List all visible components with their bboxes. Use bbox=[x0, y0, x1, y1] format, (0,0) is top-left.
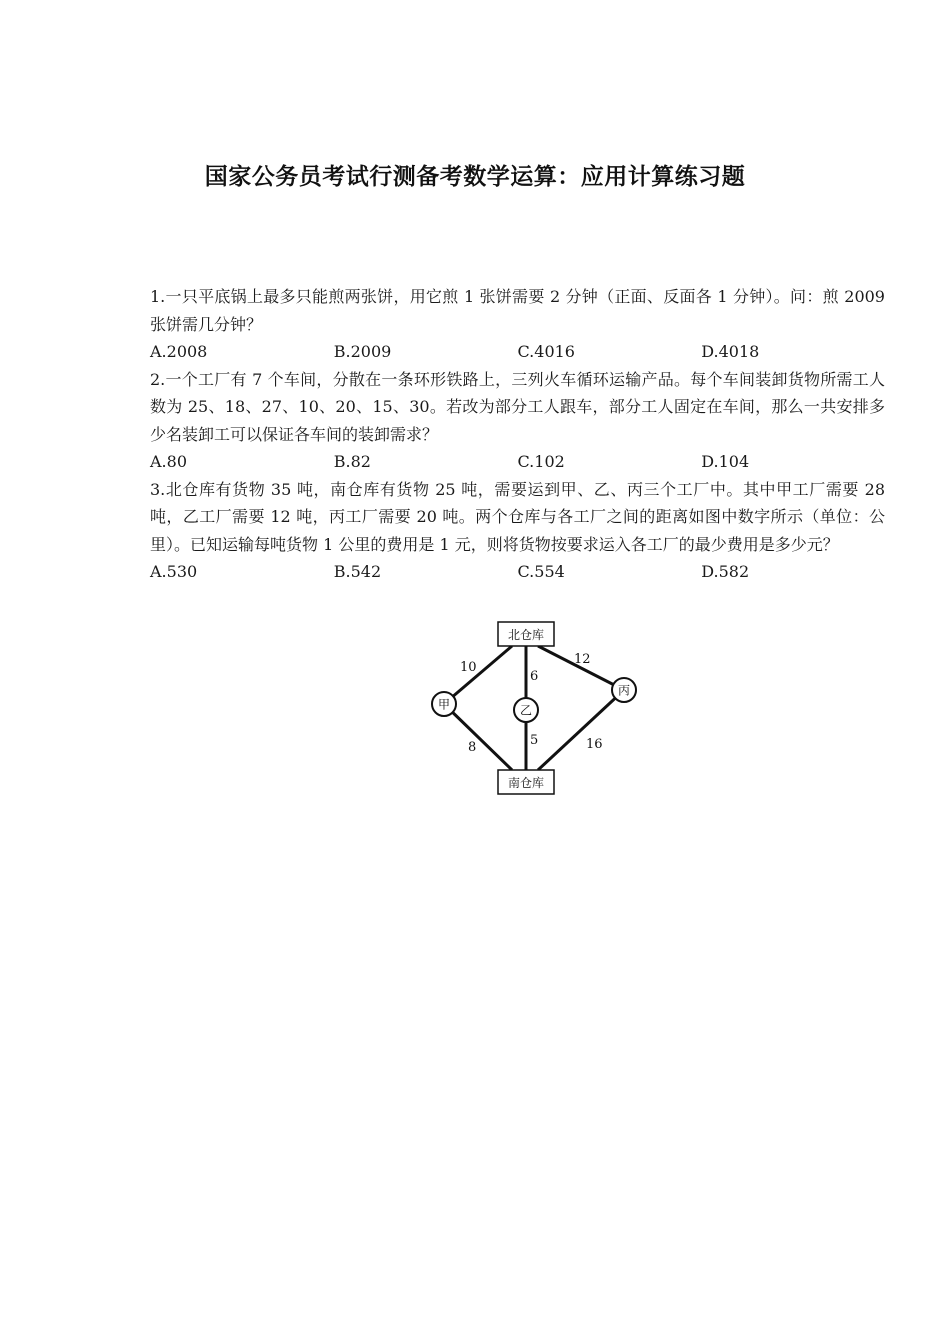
option-d: D.582 bbox=[701, 562, 750, 581]
option-c: C.554 bbox=[517, 562, 565, 581]
option-b: B.542 bbox=[333, 562, 382, 581]
question-list bbox=[150, 283, 885, 586]
question-2-text: 2.一个工厂有 7 个车间，分散在一条环形铁路上，三列火车循环运输产品。每个车间装卸货物所需工人数为 25、18、27、10、20、15、30。若改为部分工人跟车，部分工人固定在车间，那么一共安排多少名装卸工可以保证各车间的装卸需求？ bbox=[150, 369, 885, 444]
option-d: D.104 bbox=[701, 452, 750, 471]
dist-south-bing: 16 bbox=[586, 737, 603, 752]
option-c: C.4016 bbox=[517, 342, 575, 361]
distance-diagram-svg bbox=[408, 620, 660, 798]
option-b: B.82 bbox=[333, 452, 371, 471]
question-1-options bbox=[150, 338, 885, 366]
option-a: A.2008 bbox=[150, 342, 208, 361]
question-3-options bbox=[150, 558, 885, 586]
edge-south-jia bbox=[444, 704, 512, 770]
question-1-text: 1.一只平底锅上最多只能煎两张饼，用它煎 1 张饼需要 2 分钟（正面、反面各 1 分钟）。问：煎 2009 张饼需几分钟？ bbox=[150, 287, 885, 334]
south-warehouse-label: 南仓库 bbox=[507, 776, 545, 790]
option-b: B.2009 bbox=[333, 342, 392, 361]
question-3-text: 3.北仓库有货物 35 吨，南仓库有货物 25 吨，需要运到甲、乙、丙三个工厂中。其中甲工厂需要 28 吨，乙工厂需要 12 吨，丙工厂需要 20 吨。两个仓库与各工厂之间的距离如图中数字所示（单位：公里）。已知运输每吨货物 1 公里的费用是 1 元，则将货物按要求运入各工厂的最少费用是多少元？ bbox=[150, 479, 885, 554]
node-jia-label: 甲 bbox=[437, 697, 451, 712]
page-title: 国家公务员考试行测备考数学运算：应用计算练习题 bbox=[204, 164, 746, 190]
edge-south-bing bbox=[538, 690, 624, 770]
question-2-options bbox=[150, 448, 885, 476]
option-a: A.530 bbox=[150, 562, 198, 581]
option-a: A.80 bbox=[150, 452, 187, 471]
option-c: C.102 bbox=[517, 452, 565, 471]
option-d: D.4018 bbox=[701, 342, 760, 361]
dist-north-jia: 10 bbox=[460, 660, 477, 675]
distance-diagram bbox=[408, 620, 660, 798]
dist-north-bing: 12 bbox=[574, 652, 591, 667]
dist-south-yi: 5 bbox=[530, 733, 539, 748]
node-yi-label: 乙 bbox=[519, 703, 533, 718]
dist-south-jia: 8 bbox=[468, 740, 477, 755]
dist-north-yi: 6 bbox=[530, 669, 539, 684]
node-bing-label: 丙 bbox=[617, 683, 631, 698]
north-warehouse-label: 北仓库 bbox=[507, 628, 545, 642]
edge-north-jia bbox=[444, 646, 512, 704]
